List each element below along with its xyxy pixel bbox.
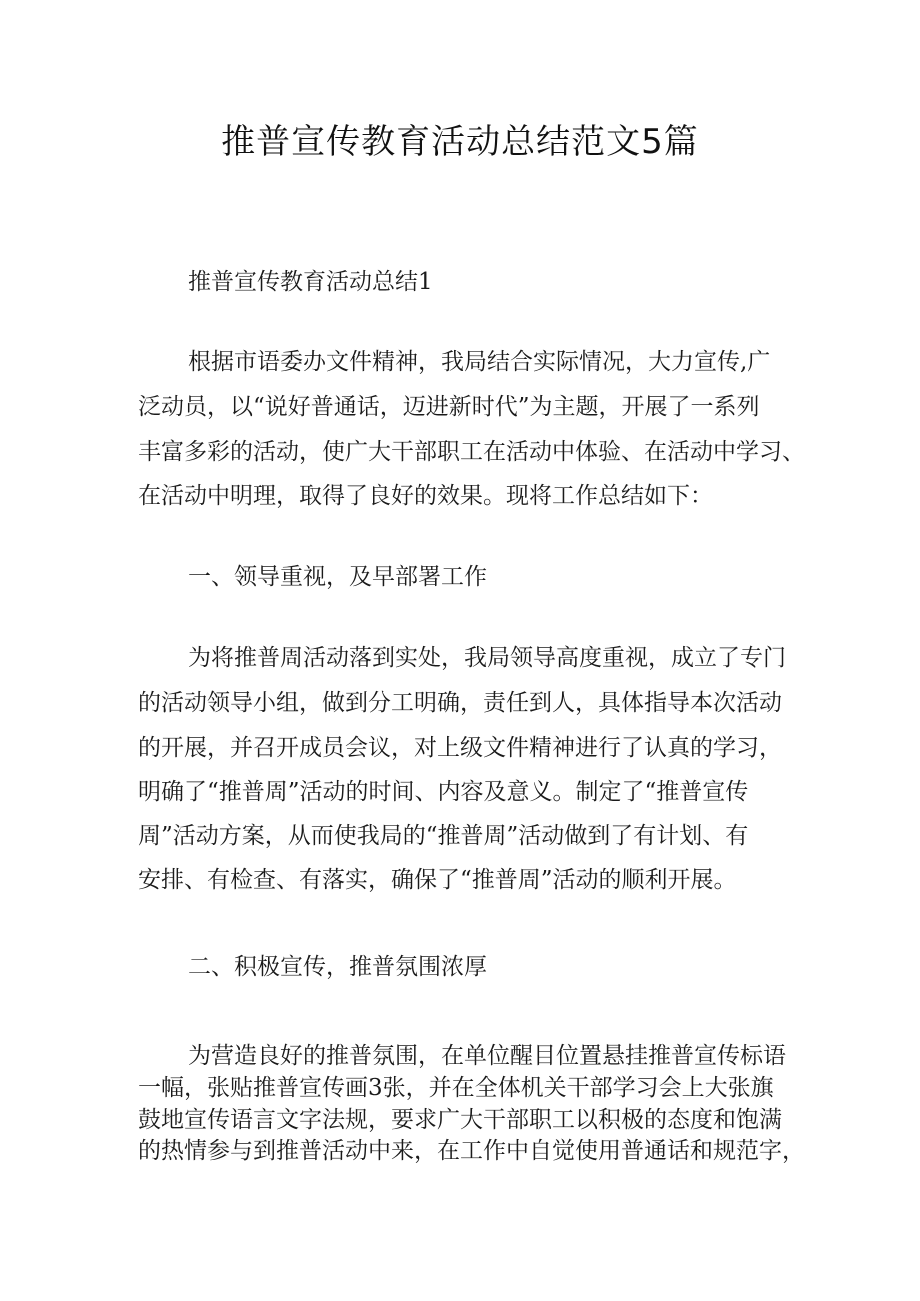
- paragraph-3-line-1: 为营造良好的推普氛围，在单位醒目位置悬挂推普宣传标语: [188, 1043, 786, 1069]
- paragraph-2-line-5: 周”活动方案，从而使我局的“推普周”活动做到了有计划、有: [138, 823, 749, 849]
- paragraph-2-line-6: 安排、有检查、有落实，确保了“推普周”活动的顺利开展。: [138, 867, 737, 893]
- paragraph-2-line-1: 为将推普周活动落到实处，我局领导高度重视，成立了专门: [188, 645, 786, 671]
- paragraph-3-line-3: 鼓地宣传语言文字法规，要求广大干部职工以积极的态度和饱满: [138, 1107, 782, 1133]
- paragraph-2-line-4: 明确了“推普周”活动的时间、内容及意义。制定了“推普宣传: [138, 779, 749, 805]
- section-heading: 推普宣传教育活动总结1: [188, 269, 433, 295]
- paragraph-1-line-1: 根据市语委办文件精神，我局结合实际情况，大力宣传,广: [188, 349, 771, 375]
- paragraph-2-line-2: 的活动领导小组，做到分工明确，责任到人，具体指导本次活动: [138, 690, 782, 716]
- paragraph-2-line-3: 的开展，并召开成员会议，对上级文件精神进行了认真的学习，: [138, 735, 782, 761]
- paragraph-1-line-3: 丰富多彩的活动，使广大干部职工在活动中体验、在活动中学习、: [138, 439, 805, 465]
- paragraph-3-line-2: 一幅，张贴推普宣传画3张，并在全体机关干部学习会上大张旗: [138, 1075, 774, 1101]
- document-title: 推普宣传教育活动总结范文5篇: [221, 122, 699, 162]
- heading-2: 二、积极宣传，推普氛围浓厚: [188, 954, 487, 980]
- paragraph-1-line-4: 在活动中明理，取得了良好的效果。现将工作总结如下：: [138, 483, 713, 509]
- paragraph-1-line-2: 泛动员，以“说好普通话，迈进新时代”为主题，开展了一系列: [138, 394, 760, 420]
- heading-1: 一、领导重视，及早部署工作: [188, 564, 487, 590]
- paragraph-3-line-4: 的热情参与到推普活动中来，在工作中自觉使用普通话和规范字，: [138, 1138, 805, 1164]
